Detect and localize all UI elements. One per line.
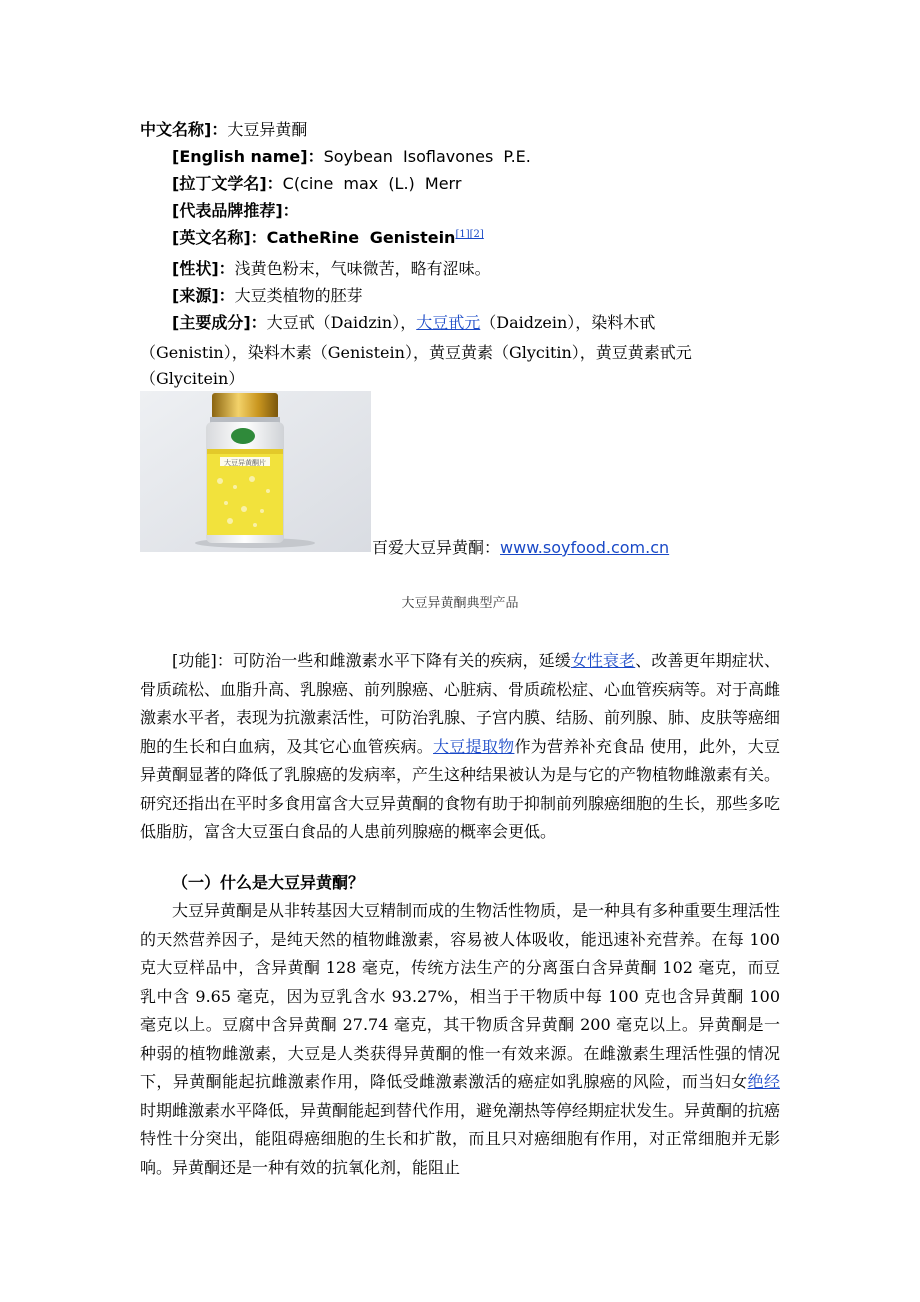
- latin-name-value: C(cine max (L.) Merr: [282, 174, 462, 193]
- components-line-2: （Genistin），染料木素（Genistein），黄豆黄素（Glycitin），黄豆黄素甙元: [140, 343, 692, 362]
- source-value: 大豆类植物的胚芽: [234, 286, 363, 305]
- soy-isoflavone-bottle-image: [140, 391, 371, 552]
- latin-name-line: [172, 171, 461, 197]
- en-title-label: [英文名称]：: [172, 228, 267, 247]
- product-brand-text: 百爱大豆异黄酮：: [372, 538, 501, 557]
- components-line-3: （Glycitein）: [140, 369, 245, 388]
- section-heading-text: （一）什么是大豆异黄酮？: [172, 873, 365, 892]
- en-name-line: [172, 144, 531, 170]
- components-part1: 大豆甙（Daidzin），: [266, 313, 417, 332]
- en-name-value: Soybean Isoflavones P.E.: [323, 147, 531, 166]
- components-part2: （Daidzein），染料木甙: [480, 313, 656, 332]
- latin-name-label: [拉丁文学名]：: [172, 174, 283, 193]
- section-text-2: 时期雌激素水平降低，异黄酮能起到替代作用，避免潮热等停经期症状发生。异黄酮的抗癌特性十分突出，能阻碍癌细胞的生长和扩散，而且只对癌细胞有作用，对正常细胞并无影响。异黄酮还是一种有效的抗氧化剂，能阻止: [140, 1100, 781, 1177]
- image-caption: 大豆异黄酮典型产品: [401, 596, 519, 611]
- reference-links[interactable]: [1][2]: [455, 229, 484, 240]
- product-photo: [140, 391, 371, 552]
- en-name-label: [English name]：: [172, 147, 324, 166]
- appearance-value: 浅黄色粉末，气味微苦，略有涩味。: [234, 259, 491, 278]
- cn-name-line: [140, 117, 307, 143]
- function-paragraph: [140, 647, 780, 847]
- bottle-label-text: 大豆异黄酮片: [224, 459, 266, 467]
- components-label: [主要成分]：: [172, 313, 267, 332]
- section-heading: [172, 870, 364, 896]
- female-aging-link[interactable]: 女性衰老: [570, 651, 636, 670]
- soyfood-link[interactable]: www.soyfood.com.cn: [500, 538, 670, 557]
- function-text-3: 作为营养补充食品 使用，此外，大豆异黄酮显著的降低了乳腺癌的发病率，产生这种结果被认为是与它的产物植物雌激素有关。研究还指出在平时多食用富含大豆异黄酮的食物有助于抑制前列腺癌细胞的生长，那些多吃低脂肪，富含大豆蛋白食品的人患前列腺癌的概率会更低。: [140, 736, 781, 841]
- brand-line: [172, 198, 299, 224]
- menopause-link[interactable]: 绝经: [747, 1072, 780, 1091]
- brand-label: [代表品牌推荐]：: [172, 201, 299, 220]
- section-text-1: 大豆异黄酮是从非转基因大豆精制而成的生物活性物质，是一种具有多种重要生理活性的天然营养因子，是纯天然的植物雌激素，容易被人体吸收，能迅速补充营养。在每 100 克大豆样品中，含异黄酮 128 毫克，传统方法生产的分离蛋白含异黄酮 102 毫克，而豆乳中含 9.65 毫克，因为豆乳含水 93.27%，相当于干物质中每 100 克也含异黄酮 100 毫克以上。豆腐中含异黄酮 27.74 毫克，其干物质含异黄酮 200 毫克以上。异黄酮是一种弱的植物雌激素，大豆是人类获得异黄酮的惟一有效来源。在雌激素生理活性强的情况下，异黄酮能起抗雌激素作用，降低受雌激素激活的癌症如乳腺癌的风险，而当妇女: [140, 901, 781, 1091]
- daidzein-link[interactable]: 大豆甙元: [416, 313, 481, 332]
- source-line: [172, 283, 363, 309]
- en-title-value: CatheRine Genistein: [266, 228, 456, 247]
- appearance-label: [性状]：: [172, 259, 235, 278]
- section-paragraph: [140, 897, 780, 1182]
- cn-name-label: 中文名称]：: [140, 120, 228, 139]
- cn-name-value: 大豆异黄酮: [227, 120, 308, 139]
- source-label: [来源]：: [172, 286, 235, 305]
- function-text-2: 、改善更年期症状、骨质疏松、血脂升高、乳腺癌、前列腺癌、心脏病、骨质疏松症、心血管疾病等。对于高雌激素水平者，表现为抗激素活性，可防治乳腺、子宫内膜、结肠、前列腺、肺、皮肤等癌细胞的生长和白血病，及其它心血管疾病。: [140, 651, 781, 756]
- soy-extract-link[interactable]: 大豆提取物: [433, 736, 515, 756]
- product-brand-line: [372, 535, 669, 561]
- appearance-line: [172, 256, 491, 282]
- components-line: [172, 310, 655, 336]
- function-text-1: [功能]：可防治一些和雌激素水平下降有关的疾病，延缓: [172, 651, 571, 670]
- en-title-line: [172, 225, 484, 251]
